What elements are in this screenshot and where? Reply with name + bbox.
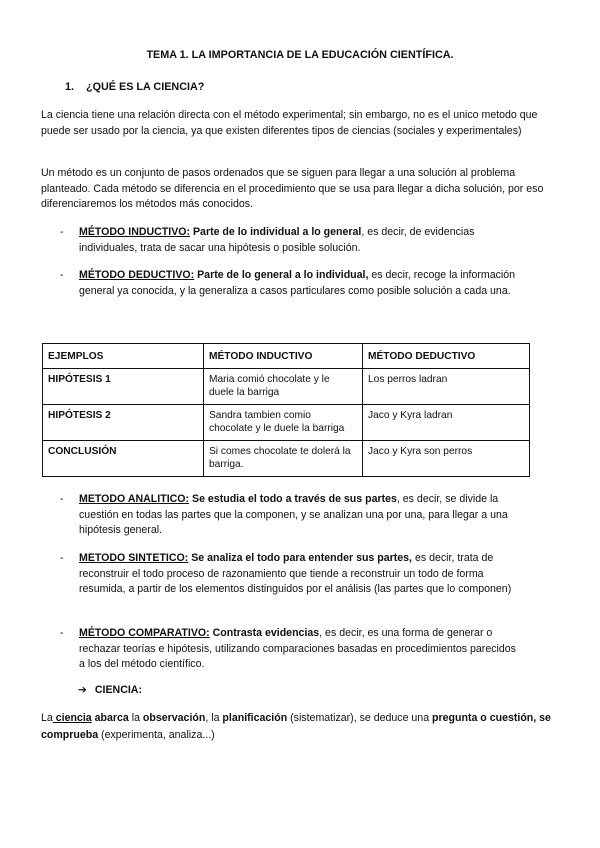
method-lead: Se estudia el todo a través de sus partes	[189, 493, 397, 505]
table-cell: Si comes chocolate te dolerá la barriga.	[204, 441, 363, 477]
table-row	[43, 369, 530, 405]
table-row	[43, 441, 530, 477]
bullet-dash: -	[60, 552, 64, 564]
method-name: MÉTODO DEDUCTIVO:	[79, 269, 195, 281]
method-lead: Se analiza el todo para entender sus partes,	[188, 552, 413, 564]
method-text	[79, 492, 519, 539]
method-rest: , es decir, es una forma de generar o rechazar teorías e hipótesis, utilizando comparaciones basadas en procedimientos parecidos a los del método científico.	[79, 627, 516, 670]
final-paragraph	[41, 710, 561, 744]
method-rest: es decir, recoge la información general ya conocida, y la generaliza a casos particulares como posible solución a cada una.	[79, 269, 516, 297]
table-cell: Jaco y Kyra ladran	[363, 405, 530, 441]
text-run: , la	[205, 712, 223, 724]
text-run: observación	[142, 712, 206, 724]
table-cell: Jaco y Kyra son perros	[363, 441, 530, 477]
table-header-cell: EJEMPLOS	[43, 344, 204, 369]
method-rest: es decir, trata de reconstruir el todo proceso de razonamiento que tiende a reconstruir un todo de forma resumida, a partir de los elementos distinguidos por el análisis (las partes que lo componen)	[79, 552, 512, 595]
text-run: (sistematizar), se deduce una	[287, 712, 433, 724]
text-run: abarca	[91, 712, 129, 724]
ciencia-label: CIENCIA:	[94, 684, 142, 696]
section-number: 1.	[65, 81, 75, 93]
table-cell: Maria comió chocolate y le duele la barriga	[204, 369, 363, 405]
bullet-dash: -	[60, 627, 64, 639]
table-cell: Sandra tambien comio chocolate y le duele la barriga	[204, 405, 363, 441]
method-lead: Contrasta evidencias	[209, 627, 320, 639]
method-name: MÉTODO COMPARATIVO:	[79, 627, 210, 639]
method-name: METODO ANALITICO:	[79, 493, 190, 505]
table-cell: HIPÓTESIS 1	[43, 369, 204, 405]
method-text	[79, 225, 519, 256]
method-text	[79, 268, 519, 299]
table-header-cell: MÉTODO INDUCTIVO	[204, 344, 363, 369]
bullet-dash: -	[60, 269, 64, 281]
method-name: METODO SINTETICO:	[79, 552, 189, 564]
section-label: ¿QUÉ ES LA CIENCIA?	[86, 81, 205, 93]
paragraph-intro: La ciencia tiene una relación directa con el método experimental; sin embargo, no es el unico metodo que puede ser usado por la ciencia, ya que existen diferentes tipos de ciencias (sociales y experimentales)	[41, 109, 538, 137]
examples-table	[42, 343, 530, 477]
method-name: MÉTODO INDUCTIVO:	[79, 226, 191, 238]
method-rest: , es decir, se divide la cuestión en todas las partes que la componen, y se analizan una por una, para llegar a una hipótesis general.	[79, 493, 508, 536]
section-heading	[65, 81, 204, 93]
table-row	[43, 405, 530, 441]
table-header-cell: MÉTODO DEDUCTIVO	[363, 344, 530, 369]
ciencia-heading	[78, 684, 142, 696]
method-text	[79, 551, 519, 598]
table-cell: Los perros ladran	[363, 369, 530, 405]
text-run: pregunta o cuestión, se comprueba	[41, 712, 551, 741]
paragraph-method: Un método es un conjunto de pasos ordenados que se siguen para llegar a una solución al problema planteado. Cada método se diferencia en el procedimiento que se usa para llegar a dicha solución, por eso diferenciaremos los métodos más conocidos.	[41, 167, 544, 210]
method-text	[79, 626, 519, 673]
table-cell: CONCLUSIÓN	[43, 441, 204, 477]
text-run: La	[41, 712, 53, 724]
bullet-dash: -	[60, 493, 64, 505]
bullet-dash: -	[60, 226, 64, 238]
page-title: TEMA 1. LA IMPORTANCIA DE LA EDUCACIÓN CIENTÍFICA.	[146, 49, 454, 61]
method-rest: , es decir, de evidencias individuales, trata de sacar una hipótesis o posible solución.	[79, 226, 475, 254]
method-lead: Parte de lo individual a lo general	[190, 226, 362, 238]
table-header-row	[43, 344, 530, 369]
text-run: la	[128, 712, 143, 724]
text-run: planificación	[222, 712, 288, 724]
arrow-icon: ➔	[78, 684, 87, 696]
text-run: ciencia	[52, 712, 92, 724]
text-run: (experimenta, analiza...)	[98, 729, 215, 741]
method-lead: Parte de lo general a lo individual,	[194, 269, 369, 281]
table-cell: HIPÓTESIS 2	[43, 405, 204, 441]
